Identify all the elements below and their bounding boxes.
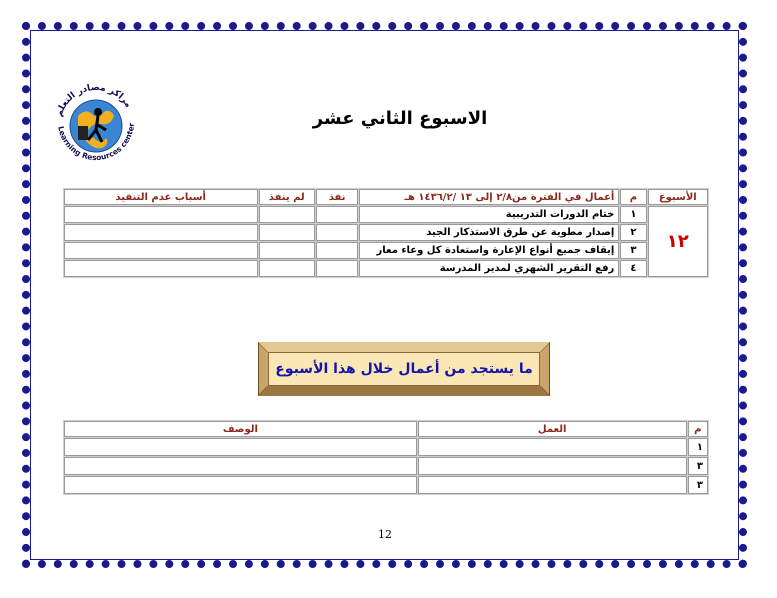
row-num: ٣ bbox=[688, 476, 709, 494]
learning-resources-logo bbox=[48, 74, 144, 170]
cell-description bbox=[64, 438, 417, 456]
header-works: أعمال في الفترة من٢/٨ إلى ١٣ /١٤٣٦/٢ هـ bbox=[359, 189, 619, 205]
cell-reasons bbox=[64, 206, 258, 223]
row-num: ٢ bbox=[620, 224, 646, 241]
table-row bbox=[64, 476, 708, 494]
row-task: رفع التقرير الشهري لمدير المدرسة bbox=[359, 260, 619, 277]
header-num: م bbox=[688, 421, 709, 437]
cell-description bbox=[64, 457, 417, 475]
table-row bbox=[64, 224, 708, 241]
cell-work bbox=[418, 476, 687, 494]
table-row bbox=[64, 457, 708, 475]
new-works-table bbox=[63, 420, 709, 495]
row-num: ١ bbox=[620, 206, 646, 223]
cell-reasons bbox=[64, 242, 258, 259]
cell-not-done bbox=[259, 260, 315, 277]
week-table-header-row bbox=[64, 189, 708, 205]
header-done: نفذ bbox=[316, 189, 358, 205]
cell-not-done bbox=[259, 242, 315, 259]
cell-done bbox=[316, 260, 358, 277]
cell-reasons bbox=[64, 224, 258, 241]
table-row bbox=[64, 260, 708, 277]
cell-not-done bbox=[259, 224, 315, 241]
new-works-banner bbox=[258, 342, 550, 396]
banner-text: ما يستجد من أعمال خلال هذا الأسبوع bbox=[275, 361, 533, 377]
row-num: ٣ bbox=[620, 242, 646, 259]
header-description: الوصف bbox=[64, 421, 417, 437]
cell-work bbox=[418, 438, 687, 456]
table-row bbox=[64, 438, 708, 456]
table-row bbox=[64, 242, 708, 259]
row-task: ختام الدورات التدريبية bbox=[359, 206, 619, 223]
new-works-header-row bbox=[64, 421, 708, 437]
header-not-done: لم ينفذ bbox=[259, 189, 315, 205]
cell-description bbox=[64, 476, 417, 494]
cell-done bbox=[316, 224, 358, 241]
table-row bbox=[64, 206, 708, 223]
row-task: إيقاف جميع أنواع الإعارة واستعادة كل وعاء معار bbox=[359, 242, 619, 259]
row-num: ٣ bbox=[688, 457, 709, 475]
cell-not-done bbox=[259, 206, 315, 223]
logo-arabic-text: مراكز مصادر التعلم bbox=[54, 82, 134, 119]
row-num: ١ bbox=[688, 438, 709, 456]
header-week: الأسبوع bbox=[648, 189, 708, 205]
page-title: الاسبوع الثاني عشر bbox=[312, 108, 488, 129]
page-number: 12 bbox=[378, 528, 392, 541]
header-num: م bbox=[620, 189, 646, 205]
cell-done bbox=[316, 206, 358, 223]
cell-reasons bbox=[64, 260, 258, 277]
cell-work bbox=[418, 457, 687, 475]
week-tasks-table bbox=[63, 188, 709, 278]
row-num: ٤ bbox=[620, 260, 646, 277]
row-task: إصدار مطوية عن طرق الاستذكار الجيد bbox=[359, 224, 619, 241]
header-work: العمل bbox=[418, 421, 687, 437]
logo-english-text: Learning Resources center bbox=[56, 122, 137, 163]
header-reasons: أسباب عدم التنفيذ bbox=[64, 189, 258, 205]
week-number: ١٢ bbox=[648, 206, 708, 277]
cell-done bbox=[316, 242, 358, 259]
